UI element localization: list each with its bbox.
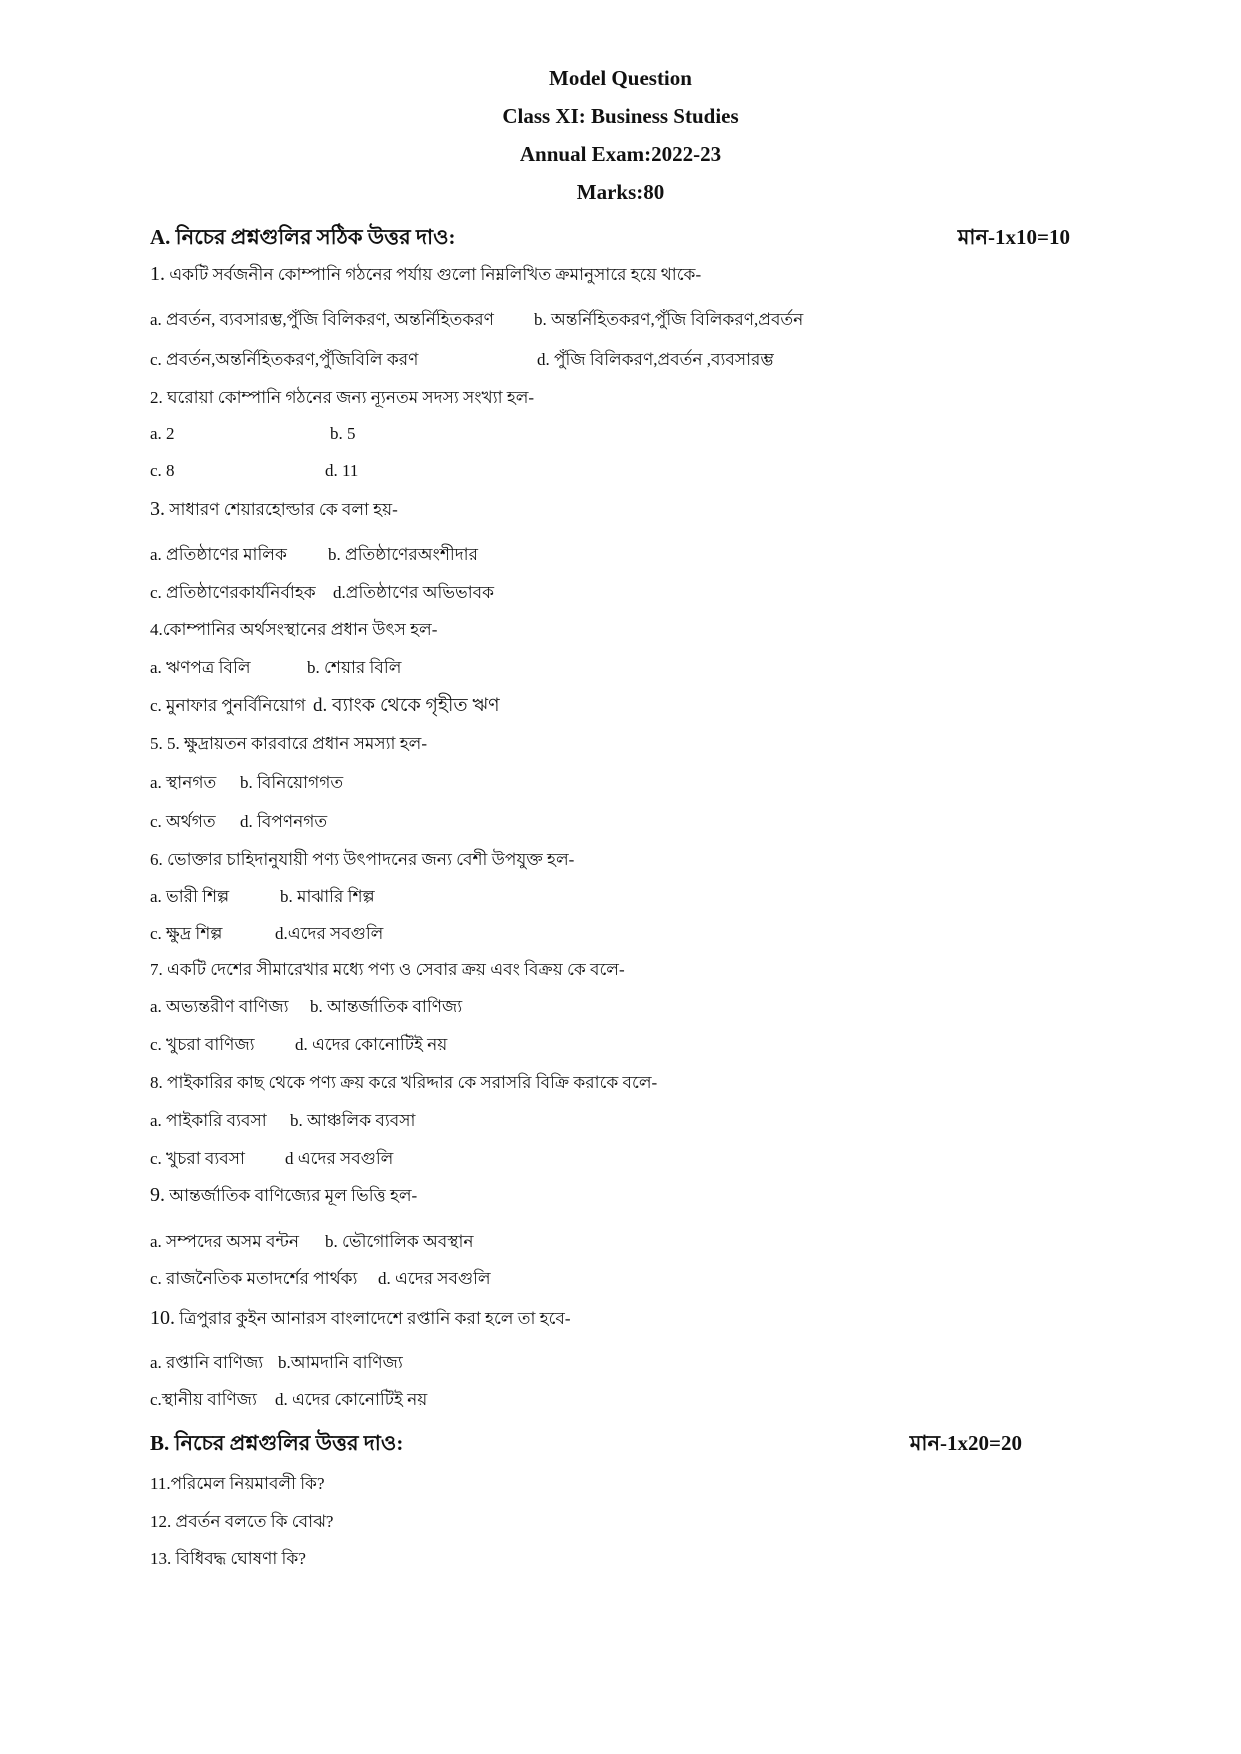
option-d: d. ব্যাংক থেকে গৃহীত ঋণ	[313, 695, 500, 716]
option-c: c. প্রতিষ্ঠাণেরকার্যনির্বাহক	[150, 583, 316, 602]
option-b: b. আন্তর্জাতিক বাণিজ্য	[310, 997, 463, 1016]
question-number: 2.	[150, 388, 163, 407]
option-a: a. প্রবর্তন, ব্যবসারম্ভ,পুঁজি বিলিকরণ, অন্তর্নিহিতকরণ	[150, 310, 494, 329]
question-text: একটি দেশের সীমারেখার মধ্যে পণ্য ও সেবার ক্রয় এবং বিক্রয় কে বলে-	[162, 960, 625, 979]
question-text: একটি সর্বজনীন কোম্পানি গঠনের পর্যায় গুলো নিম্নলিখিত ক্রমানুসারে হয়ে থাকে-	[165, 265, 702, 284]
question-11: 11.পরিমেল নিয়মাবলী কি?	[150, 1474, 325, 1493]
question-text: সাধারণ শেয়ারহোল্ডার কে বলা হয়-	[165, 500, 398, 519]
option-a: a. রপ্তানি বাণিজ্য	[150, 1353, 264, 1372]
option-d: d. পুঁজি বিলিকরণ,প্রবর্তন ,ব্যবসারম্ভ	[537, 350, 774, 369]
option-a: a. 2	[150, 424, 175, 443]
section-b-heading	[150, 1427, 1022, 1462]
option-a: a. স্থানগত	[150, 773, 217, 792]
total-marks: Marks:80	[576, 180, 665, 204]
section-a-marks: মান-1x10=10	[957, 225, 1070, 249]
option-b: b. আঞ্চলিক ব্যবসা	[290, 1111, 416, 1130]
question-number: 7.	[150, 960, 163, 979]
question-1	[150, 262, 701, 290]
question-number: 10.	[150, 1307, 175, 1329]
question-number: 8.	[150, 1073, 163, 1092]
option-c: c.স্থানীয় বাণিজ্য	[150, 1390, 257, 1409]
option-b: b. মাঝারি শিল্প	[280, 887, 375, 906]
question-number: 3.	[150, 498, 165, 520]
option-d: d. এদের সবগুলি	[378, 1269, 491, 1288]
option-d: d.এদের সবগুলি	[275, 924, 384, 943]
document-title: Model Question	[549, 66, 692, 90]
option-a: a. ঋণপত্র বিলি	[150, 658, 251, 677]
question-text: ঘরোয়া কোম্পানি গঠনের জন্য ন্যূনতম সদস্য সংখ্যা হল-	[162, 388, 535, 407]
option-a: a. ভারী শিল্প	[150, 887, 230, 906]
question-text: কোম্পানির অর্থসংস্থানের প্রধান উৎস হল-	[162, 620, 438, 639]
question-10	[150, 1306, 571, 1334]
question-text: ভোক্তার চাহিদানুযায়ী পণ্য উৎপাদনের জন্য বেশী উপযুক্ত হল-	[162, 850, 575, 869]
option-b: b. বিনিয়োগগত	[240, 773, 344, 792]
question-text: পাইকারির কাছ থেকে পণ্য ক্রয় করে খরিদ্দার কে সরাসরি বিক্রি করাকে বলে-	[162, 1073, 658, 1092]
option-d: d. এদের কোনোটিই নয়	[275, 1390, 428, 1409]
question-number: 9.	[150, 1184, 165, 1206]
option-c: c. অর্থগত	[150, 812, 216, 831]
option-a: a. সম্পদের অসম বন্টন	[150, 1232, 299, 1251]
option-b: b. অন্তর্নিহিতকরণ,পুঁজি বিলিকরণ,প্রবর্তন	[534, 310, 804, 329]
question-4	[150, 617, 437, 645]
option-d: d এদের সবগুলি	[285, 1149, 394, 1168]
class-subject: Class XI: Business Studies	[502, 104, 739, 128]
option-b: b. ভৌগোলিক অবস্থান	[325, 1232, 474, 1251]
option-d: d.প্রতিষ্ঠাণের অভিভাবক	[333, 583, 494, 602]
section-a-heading	[150, 221, 1070, 256]
question-9	[150, 1183, 417, 1211]
option-c: c. রাজনৈতিক মতাদর্শের পার্থক্য	[150, 1269, 358, 1288]
option-c: c. মুনাফার পুনর্বিনিয়োগ	[150, 696, 306, 715]
option-a: a. পাইকারি ব্যবসা	[150, 1111, 267, 1130]
option-a: a. অভ্যন্তরীণ বাণিজ্য	[150, 997, 289, 1016]
question-6	[150, 847, 574, 875]
question-13: 13. বিধিবদ্ধ ঘোষণা কি?	[150, 1549, 306, 1568]
question-number: 4.	[150, 620, 163, 639]
option-b: b. শেয়ার বিলি	[307, 658, 402, 677]
option-c: c. ক্ষুদ্র শিল্প	[150, 924, 223, 943]
question-8	[150, 1070, 657, 1098]
question-12: 12. প্রবর্তন বলতে কি বোঝ?	[150, 1512, 334, 1531]
option-b: b.আমদানি বাণিজ্য	[278, 1353, 403, 1372]
option-d: d. 11	[325, 461, 359, 480]
section-b-marks: মান-1x20=20	[909, 1431, 1022, 1455]
question-text: 5. ক্ষুদ্রায়তন কারবারে প্রধান সমস্যা হল-	[162, 734, 427, 753]
question-5	[150, 731, 427, 759]
question-number: 6.	[150, 850, 163, 869]
question-number: 1.	[150, 263, 165, 285]
option-a: a. প্রতিষ্ঠাণের মালিক	[150, 545, 287, 564]
section-b-label: B. নিচের প্রশ্নগুলির উত্তর দাও:	[150, 1431, 404, 1455]
option-c: c. খুচরা বাণিজ্য	[150, 1035, 255, 1054]
question-3	[150, 497, 398, 525]
option-d: d. বিপণনগত	[240, 812, 328, 831]
question-7	[150, 957, 625, 985]
option-c: c. 8	[150, 461, 175, 480]
option-d: d. এদের কোনোটিই নয়	[295, 1035, 448, 1054]
option-c: c. প্রবর্তন,অন্তর্নিহিতকরণ,পুঁজিবিলি করণ	[150, 350, 419, 369]
option-c: c. খুচরা ব্যবসা	[150, 1149, 245, 1168]
question-2	[150, 385, 534, 413]
exam-name: Annual Exam:2022-23	[519, 142, 722, 166]
option-b: b. 5	[330, 424, 356, 443]
section-a-label: A. নিচের প্রশ্নগুলির সঠিক উত্তর দাও:	[150, 225, 456, 249]
question-text: ত্রিপুরার কুইন আনারস বাংলাদেশে রপ্তানি করা হলে তা হবে-	[175, 1309, 571, 1328]
question-text: আন্তর্জাতিক বাণিজ্যের মূল ভিত্তি হল-	[165, 1186, 418, 1205]
question-number: 5.	[150, 734, 163, 753]
option-b: b. প্রতিষ্ঠাণেরঅংশীদার	[328, 545, 478, 564]
